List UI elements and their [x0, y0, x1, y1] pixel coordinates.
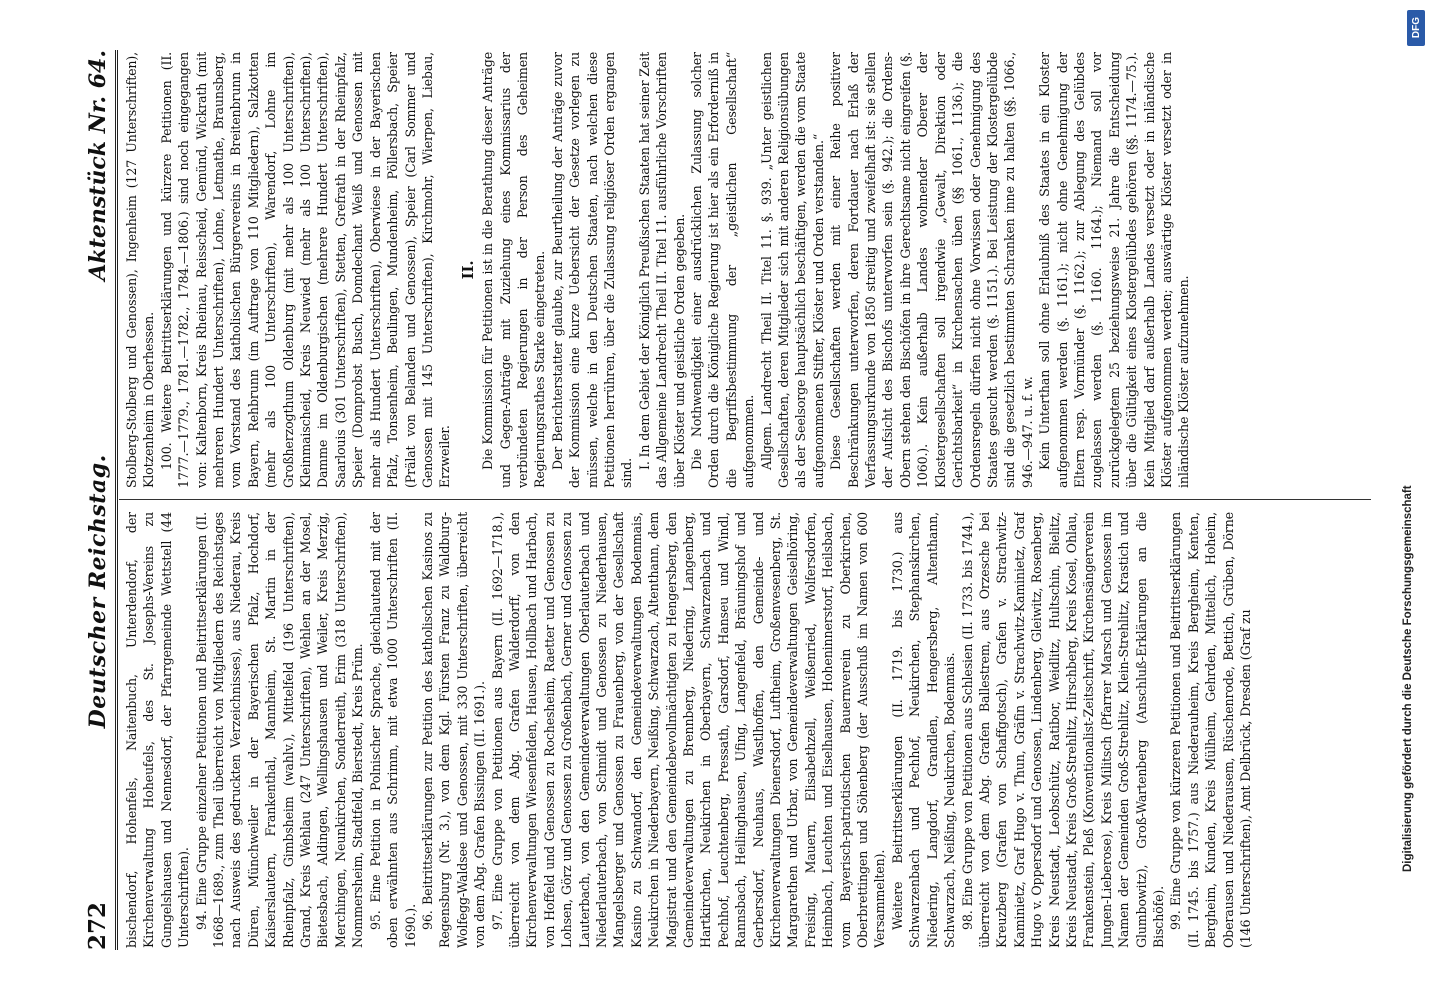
rotated-document-page — [55, 30, 1385, 970]
paragraph: 94. Eine Gruppe einzelner Petitionen und Beitrittserklärungen (II. 1668—1689., zum Theil überreicht von Mitgliedern des Reichstages nach Ausweis des gedruckten Verzeichnisses), aus Niederau, Kreis Düren, Münchweiler in der Bayerischen Pfalz, Hochdorf, Kaiserslautern, Frankenthal, Mannheim, St. Martin in der Rheinpfalz, Gimbsheim (wahlv.), Mittelfeld (196 Unterschriften), Grand, Kreis Wehlau (247 Unterschriften), Wehlen an der Mosel, Bietesbach, Aldingen, Wellingshausen und Weiler, Kreis Merzig, Merchingen, Neunkirchen, Sonderreith, Erim (318 Unterschriften), Nommersheim, Stadtfeld, Bierstedt, Kreis Prüm. — [193, 512, 366, 948]
column-divider — [119, 499, 1371, 500]
paragraph: I. In dem Gebiet der Königlich Preußischen Staaten hat seiner Zeit das Allgemeine Landrecht Theil II. Titel 11. ausführliche Vorschriften über Klöster und geistliche Orden gegeben. — [636, 52, 687, 488]
right-column-pre-section — [123, 52, 454, 488]
left-text-column — [123, 512, 1371, 948]
funding-notice-text: Digitalisierung gefördert durch die Deutsche Forschungsgemeinschaft — [1402, 485, 1414, 872]
running-title: Deutscher Reichstag. — [85, 454, 111, 729]
paragraph: Diese Gesellschaften werden mit einer Reihe positiver Beschränkungen unterworfen, deren Fortdauer nach Erlaß der Verfassungsurkunde von 1850 streitig und zweifelhaft ist: sie stellen der Aufsicht des Bischofs unterworfen sein (§. 942.); die Ordens-Obern stehen den Bischöfen in ihre Gerechtsame nicht eingreifen (§. 1060.). Kein außerhalb Landes wohnender Oberer der Klostergesellschaften soll irgendwie „Gewalt, Direktion oder Gerichtsbarkeit“ in Kirchensachen üben (§§ 1061., 1136.); die Ordensregeln dürfen nicht ohne Vorwissen oder Genehmigung des Staates gesucht werden (§. 1151.). Bei Leistung der Klostergelübde sind die gesetzlich bestimmten Schranken inne zu halten (§§. 1066., 946.—947. u. f. w. — [828, 52, 1035, 488]
document-reference: Aktenstück Nr. 64. — [85, 50, 111, 281]
right-text-column — [123, 52, 1371, 488]
paragraph: 99. Eine Gruppe von kürzeren Petitionen und Beitrittserklärungen (II. 1745. bis 1757.) aus Niederauheim, Kreis Bergheim, Kenten, Bergheim, Kunden, Kreis Mülheim, Gehrden, Mittelich, Hoheim, Oberausen und Niederausem, Rüschenrode, Bettich, Grüben, Dörne (146 Unterschriften), Amt Delbrück, Dresden (Graf zu — [1168, 512, 1253, 948]
paragraph: 100. Weitere Beitrittserklärungen und kürzere Petitionen (II. 1777.—1779., 1781.—1782., 1784.—1806.) sind noch eingegangen von: Kaltenborn, Kreis Rheinau, Reisscheid, Gemünd, Wickrath (mit mehreren Hundert Unterschriften), Lohne, Letmathe, Braunsberg, vom Vorstand des katholischen Bürgervereins in Breitenbrunn in Bayern, Rehbrunn (im Auftrage von 110 Mitgliedern), Salzkotten (mehr als 100 Unterschriften), Warendorf, Lohne im Großherzogthum Oldenburg (mit mehr als 100 Unterschriften), Kleinmaischeid, Kreis Neuwied (mehr als 100 Unterschriften), Damme im Oldenburgischen (mehrere Hundert Unterschriften), Saarlouis (301 Unterschriften), Stetten, Grefrath in der Rheinpfalz, Speier (Domprobst Busch, Domdechant Weiß und Genossen mit mehr als Hundert Unterschriften), Oberwiese in der Bayerischen Pfalz, Tonsenheim, Beulingen, Mundenheim, Pöllersbach, Speier (Prälat von Belanden und Genossen), Speier (Carl Sommer und Genossen mit 145 Unterschriften), Kirchmohr, Wierpen, Liebau, Erzweiler. — [158, 52, 453, 488]
paragraph: 96. Beitrittserklärungen zur Petition des katholischen Kasinos zu Regensburg (Nr. 3.), von dem Kgl. Fürsten Franz zu Waldburg-Wolfegg-Waldsee und Genossen, mit 330 Unterschriften, überreicht von dem Abg. Grafen Bissingen (II. 1691.). — [419, 512, 488, 948]
paragraph: Der Berichterstatter glaubte, zur Beurtheilung der Anträge zuvor der Kommission eine kurze Uebersicht der Gesetze vorlegen zu müssen, welche in den Deutschen Staaten, nach welchen diese Petitionen herrühren, über die Zulassung religiöser Orden ergangen sind. — [549, 52, 635, 488]
paragraph: Die Kommission für Petitionen ist in die Berathung dieser Anträge und Gegen-Anträge mit Zuziehung eines Kommissarius der verbündeten Regierungen in der Person des Geheimen Regierungsrathes Starke eingetreten. — [480, 52, 548, 488]
paragraph: 95. Eine Petition in Polnischer Sprache, gleichlautend mit der oben erwähnten aus Schrimm, mit etwa 1000 Unterschriften (II. 1690.). — [367, 512, 418, 948]
right-column-post-section — [479, 52, 1193, 488]
dfg-logo: DFG — [1407, 10, 1425, 46]
paragraph: Kein Unterthan soll ohne Erlaubniß des Staates in ein Kloster aufgenommen werden (§. 1161.); nicht ohne Genehmigung der Eltern resp. Vormünder (§. 1162.); zur Ablegung des Gelübdes zugelassen werden (§. 1160. 1164.); Niemand soll vor zurückgelegtem 25 beziehungsweise 21. Jahre die Entscheidung über die Gültigkeit eines Klostergelübdes gehören (§§. 1174.—75.). Kein Mitglied darf außerhalb Landes versetzt oder in inländische Klöster aufgenommen werden; auswärtige Klöster versetzt oder in inländische Klöster aufzunehmen. — [1037, 52, 1192, 488]
paragraph: 98. Eine Gruppe von Petitionen aus Schlesien (II. 1733. bis 1744.), überreicht von dem Abg. Grafen Ballestrem, aus Orzesche bei Kreuzberg (Grafen von Schaffgotsch), Grafen v. Strachwitz-Kaminietz, Graf Hugo v. Thun, Gräfin v. Strachwitz-Kaminietz, Graf Hugo v. Oppersdorf und Genossen, Lindenberg, Gleiwitz, Rosenberg, Kreis Neustadt, Leobschütz, Ratibor, Weidlitz, Hultschin, Bielitz, Kreis Neustadt, Kreis Groß-Strehlitz, Hirschberg, Kreis Kosel, Ohlau, Frankenstein, Pleß (Konventionalist-Zeitschrift, Kirchensängerverein Jungen-Lieberose), Kreis Militsch (Pfarrer Marsch und Genossen im Namen der Gemeinden Groß-Strehlitz, Klein-Strehlitz, Krastich und Glumbowitz), Groß-Wartenberg (Anschluß-Erklärungen an die Bischöfe). — [959, 512, 1166, 948]
section-heading: II. — [458, 260, 477, 280]
paragraph: Allgem. Landrecht Theil II. Titel 11. §. 939. „Unter geistlichen Gesellschaften, deren Mitglieder sich mit anderen Religionsübungen als der Seelsorge hauptsächlich beschäftigen, werden die vom Staate aufgenommenen Stifter, Klöster und Orden verstanden.“ — [758, 52, 826, 488]
digitization-notice-strip — [1394, 0, 1432, 1000]
paragraph: Weitere Beitrittserklärungen (II. 1719. bis 1730.) aus Schwarzenbach und Pechhof, Neukirchen, Stephanskirchen, Niedering, Langdorf, Grandlen, Hengersberg, Altenthann, Schwarzach, Neißing, Neukirchen, Bodenmais. — [889, 512, 958, 948]
paragraph: 97. Eine Gruppe von Petitionen aus Bayern (II. 1692—1718.), überreicht von dem Abg. Grafen Walderdorff, von den Kirchenverwaltungen Wiesenfelden, Hausen, Hollbach und Harbach, von Hoffeld und Genossen zu Rochesheim, Raetter und Genossen zu Lohsen, Görz und Genossen zu Großenbach, Gerner und Genossen zu Lauterbach, von den Gemeindeverwaltungen Oberlauterbach und Niederlauterbach, von Schmidt und Genossen zu Niederhausen, Mangelsberger und Genossen zu Frauenberg, von der Gesellschaft Kasino zu Schwandorf, den Gemeindeverwaltungen Bodenmais, Neukirchen in Niederbayern, Neißing, Schwarzach, Altenthann, dem Magistrat und den Gemeindebevollmächtigten zu Hengersberg, den Gemeindeverwaltungen zu Brennberg, Niedering, Langenberg, Hartkirchen, Neukirchen in Oberbayern, Schwarzenbach und Pechhof, Leuchtenberg, Pressath, Garsdorf, Hanseu und Windl, Rannsbach, Heilinghausen, Ufing, Langenfeld, Bräuningshof und Gerbersdorf, Neuhaus, Wastlhoffen, den Gemeinde- und Kirchenverwaltungen Dienersdorf, Luftheim, Großenvesenberg, St. Margarethen und Urbar, von Gemeindeverwaltungen Geiselhöring, Freising, Mauern, Elisabethzell, Weißenried, Wolfersdorfen, Heimbach, Leuchten und Eiselhausen, Hoheninnerstorf, Heilsbach, vom Bayerisch-patriotischen Bauernverein zu Oberkirchen, Oberbrettingen und Söhenberg (der Ausschuß im Namen von 600 Versammelten). — [489, 512, 888, 948]
paragraph: Stolberg-Stolberg und Genossen), Ingenheim (127 Unterschriften), Klotzenheim in Oberhessen. — [124, 52, 157, 488]
paragraph: bischendorf, Hohenfels, Naitenbuch, Unterdendorf, der Kirchenverwaltung Hoheufels, des St. Josephs-Vereins zu Gungelshausen und Nennesdorf, der Pfarrgemeinde Wettstell (44 Unterschriften). — [124, 512, 192, 948]
paragraph: Die Nothwendigkeit einer ausdrücklichen Zulassung solcher Orden durch die Königliche Regierung ist hier als ein Erforderniß in die Begriffsbestimmung der „geistlichen Gesellschaft“ aufgenommen. — [689, 52, 757, 488]
page-number: 272 — [84, 901, 111, 950]
page-header — [63, 50, 118, 950]
